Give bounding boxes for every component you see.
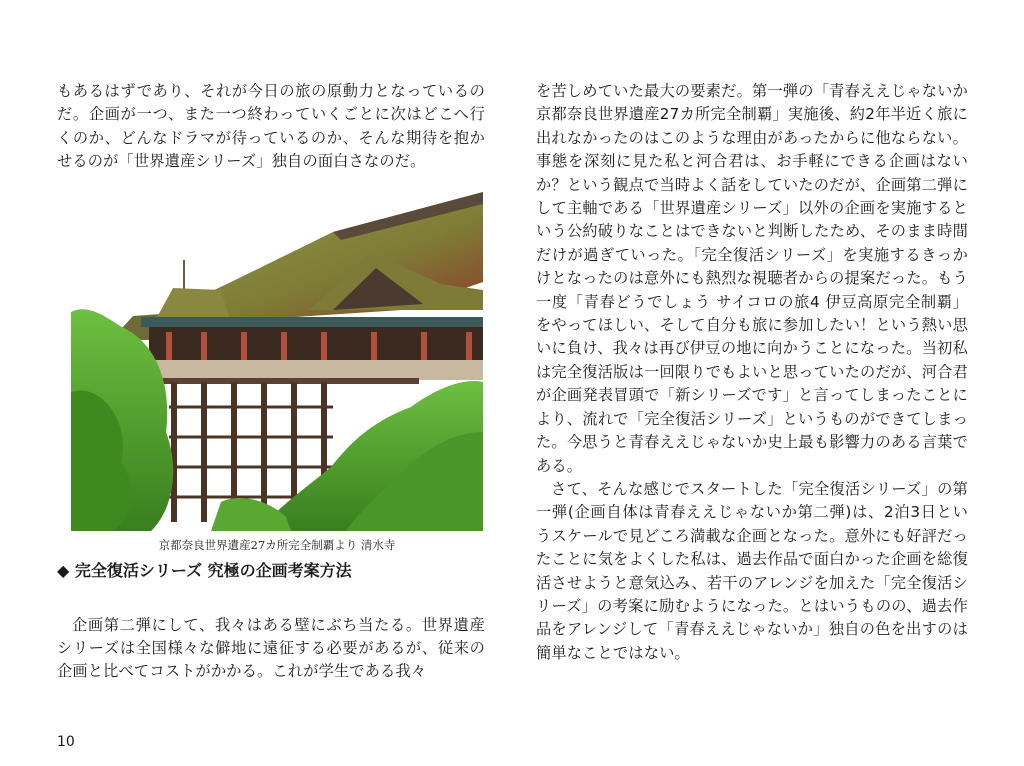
left-column [57,80,485,684]
left-paragraph-1: もあるはずであり、それが今日の旅の原動力となっているのだ。企画が一つ、また一つ終わっていくごとに次はどこへ行くのか、どんなドラマが待っているのか、そんな期待を抱かせるのが「世界遺産シリーズ」独自の面白さなのだ。 [57,82,485,171]
page-number: 10 [57,734,75,750]
right-paragraph-2: さて、そんな感じでスタートした「完全復活シリーズ」の第一弾(企画自体は青春ええじゃないか第二弾)は、2泊3日というスケールで見どころ満載な企画となった。意外にも好評だったことに気をよくした私は、過去作品で面白かった企画を総復活させようと意気込み、若干のアレンジを加えた「完全復活シリーズ」の考案に励むようになった。とはいうものの、過去作品をアレンジして「青春ええじゃないか」独自の色を出すのは簡単なことではない。 [536,479,968,662]
section-heading: ◆ 完全復活シリーズ 究極の企画考案方法 [57,560,352,580]
right-column [536,80,968,665]
photo-caption: 京都奈良世界遺産27カ所完全制覇より 清水寺 [158,537,396,552]
right-paragraph-1: を苦しめていた最大の要素だ。第一弾の「青春ええじゃないか 京都奈良世界遺産27カ所完全制覇」実施後、約2年半近く旅に出れなかったのはこのような理由があったからに他ならない。事態を深刻に見た私と河合君は、お手軽にできる企画はないか？という観点で当時よく話をしていたのだが、企画第二弾にして主軸である「世界遺産シリーズ」以外の企画を実施するという公約破りなことはできないと判断したため、そのまま時間だけが過ぎていった。「完全復活シリーズ」を実施するきっかけとなったのは意外にも熱烈な視聴者からの提案だった。もう一度「青春どうでしょう サイコロの旅4 伊豆高原完全制覇」をやってほしい、そして自分も旅に参加したい！という熱い思いに負け、我々は再び伊豆の地に向かうことになった。当初私は完全復活版は一回限りでもよいと思っていたのだが、河合君が企画発表冒頭で「新シリーズです」と言ってしまったことにより、流れで「完全復活シリーズ」というものができてしまった。今思うと青春ええじゃないか史上最も影響力のある言葉である。 [536,82,968,475]
left-paragraph-2: 企画第二弾にして、我々はある壁にぶち当たる。世界遺産シリーズは全国様々な僻地に遠征する必要があるが、従来の企画と比べてコストがかかる。これが学生である我々 [57,615,485,681]
kiyomizu-temple-photo [71,192,483,531]
